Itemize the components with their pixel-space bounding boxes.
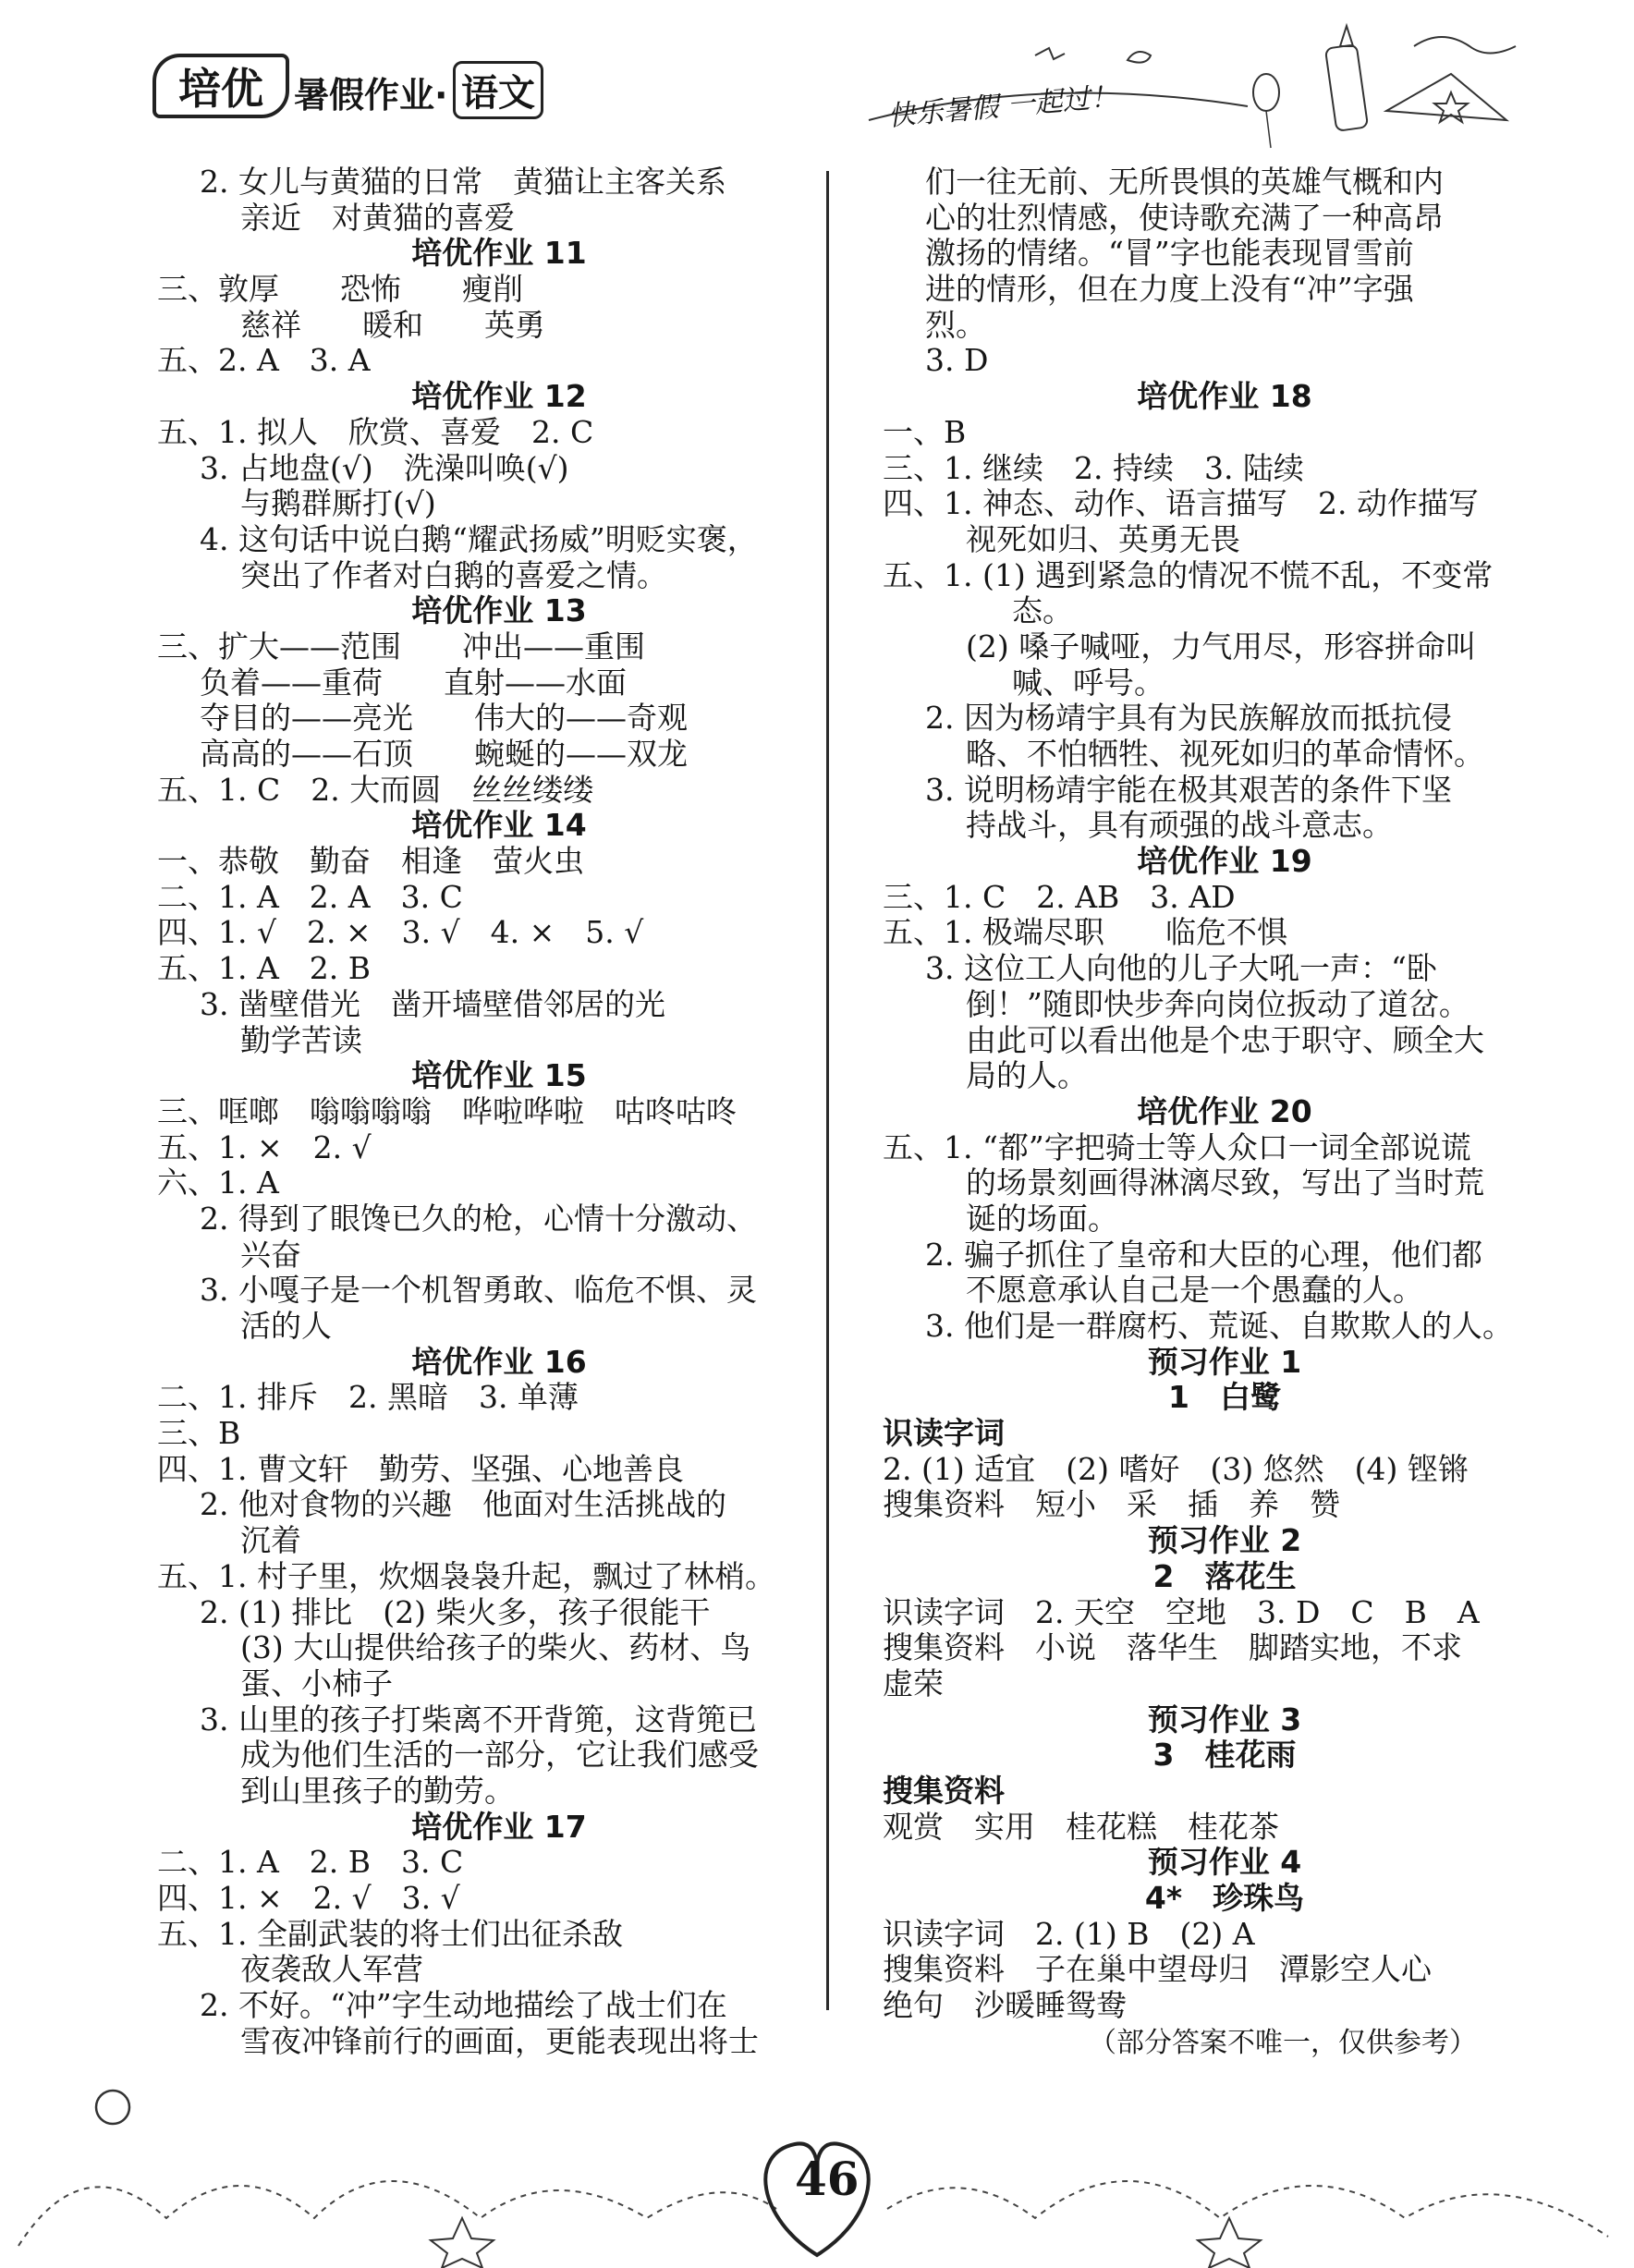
answer-line: 五、1. 村子里，炊烟袅袅升起，飘过了林梢。 [157,1557,775,1594]
answer-line: 五、1. 全副武装的将士们出征杀敌 [157,1915,623,1952]
answer-line: 局的人。 [966,1057,1088,1094]
brand-logo [152,54,289,118]
answer-line: 搜集资料 子在巢中望母归 潭影空人心 [883,1951,1432,1988]
answer-line: 持战斗，具有顽强的战斗意志。 [966,807,1393,844]
section-heading: 培优作业 16 [411,1343,587,1380]
answer-line: 2. 得到了眼馋已久的枪，心情十分激动、 [200,1200,757,1237]
answer-line: 2. 骗子抓住了皇帝和大臣的心理，他们都 [925,1236,1482,1273]
answer-line: 3. 凿壁借光 凿开墙壁借邻居的光 [200,985,665,1022]
answer-line: 活的人 [240,1308,332,1344]
answer-line: 四、1. × 2. √ 3. √ [157,1880,460,1916]
answer-line: 4. 这句话中说白鹅“耀武扬威”明贬实褒， [200,520,758,557]
answer-line: 的场景刻画得淋漓尽致，写出了当时荒 [966,1164,1484,1201]
answer-line: 五、2. A 3. A [157,342,371,379]
answer-line: 五、1. C 2. 大而圆 丝丝缕缕 [157,771,594,808]
answer-line: 进的情形，但在力度上没有“冲”字强 [925,271,1414,308]
answer-line: 由此可以看出他是个忠于职守、顾全大 [966,1021,1484,1058]
answer-line: 态。 [1012,592,1073,629]
answer-line: 略、不怕牺牲、视死如归的革命情怀。 [966,736,1484,772]
answer-line: 心的壮烈情感，使诗歌充满了一种高昂 [925,199,1444,236]
answer-line: 搜集资料 短小 采 插 养 赞 [883,1486,1340,1523]
answer-line: 二、1. A 2. B 3. C [157,1844,464,1881]
answer-line: 四、1. 曹文轩 勤劳、坚强、心地善良 [157,1450,684,1487]
subject-label: 语文 [453,61,543,119]
section-heading: 培优作业 11 [411,235,587,272]
answer-line: 五、1. × 2. √ [157,1128,372,1165]
section-heading: 培优作业 13 [411,592,587,629]
answer-line: (2) 嗓子喊哑，力气用尽，形容拼命叫 [966,628,1477,665]
answer-line: 2. 不好。“冲”字生动地描绘了战士们在 [200,1987,727,2024]
right-answer-column [883,165,1567,2024]
answer-line: 2. 女儿与黄猫的日常 黄猫让主客关系 [200,164,726,200]
answer-line: 慈祥 暖和 英勇 [240,306,545,343]
section-heading: 培优作业 12 [411,378,587,415]
answer-line: 五、1. “都”字把骑士等人众口一词全部说谎 [883,1128,1471,1165]
answer-line: 识读字词 2. 天空 空地 3. D C B A [883,1593,1480,1630]
answer-line: 四、1. 神态、动作、语言描写 2. 动作描写 [883,485,1479,522]
answer-line: 们一往无前、无所畏惧的英雄气概和内 [925,164,1444,200]
answer-line: 五、1. (1) 遇到紧急的情况不慌不乱，不变常 [883,556,1494,593]
answer-line: 诞的场面。 [966,1200,1118,1237]
header-slogan: 快乐暑假 一起过！ [886,80,1119,133]
answer-line: 3. 占地盘(√) 洗澡叫唤(√) [200,449,569,486]
answer-line: 六、1. A [157,1164,279,1201]
section-heading: 培优作业 17 [411,1808,587,1845]
answer-line: 3. 山里的孩子打柴离不开背篼，这背篼已 [200,1701,757,1738]
answer-line: 三、哐啷 嗡嗡嗡嗡 哗啦哗啦 咕咚咕咚 [157,1092,737,1129]
reference-note: （部分答案不唯一，仅供参考） [1089,2027,1477,2059]
answer-line: 到山里孩子的勤劳。 [240,1772,515,1809]
answer-line: 3. 说明杨靖宇能在极其艰苦的条件下坚 [925,771,1452,808]
answer-line: 一、恭敬 勤奋 相逢 萤火虫 [157,843,584,880]
answer-line: 三、1. 继续 2. 持续 3. 陆续 [883,449,1304,486]
answer-line: 虚荣 [883,1664,944,1701]
section-heading: 预习作业 2 [1147,1522,1302,1559]
answer-line: 高高的——石顶 蜿蜒的——双龙 [200,736,688,772]
answer-line: 蛋、小柿子 [240,1664,393,1701]
answer-line: 一、B [883,413,967,450]
section-heading: 培优作业 14 [411,807,587,844]
answer-line: 倒！”随即快步奔向岗位扳动了道岔。 [966,985,1469,1022]
answer-line: 识读字词 [883,1415,1005,1452]
answer-line: 四、1. √ 2. × 3. √ 4. × 5. √ [157,914,644,951]
answer-line: 绝句 沙暖睡鸳鸯 [883,1987,1127,2024]
section-heading: 培优作业 19 [1137,843,1312,880]
answer-line: 兴奋 [240,1236,301,1273]
section-heading: 2 落花生 [1152,1557,1297,1594]
answer-line: 与鹅群厮打(√) [240,485,436,522]
answer-line: 负着——重荷 直射——水面 [200,664,627,701]
answer-line: 2. 他对食物的兴趣 他面对生活挑战的 [200,1486,726,1523]
logo-text: 培优 [178,64,263,114]
section-heading: 3 桂花雨 [1152,1737,1297,1774]
answer-line: 五、1. 拟人 欣赏、喜爱 2. C [157,413,594,450]
left-answer-column [157,165,841,2059]
section-heading: 4* 珍珠鸟 [1144,1880,1305,1916]
answer-line: 3. 这位工人向他的儿子大吼一声：“卧 [925,950,1437,987]
answer-line: 3. 他们是一群腐朽、荒诞、自欺欺人的人。 [925,1308,1513,1344]
answer-line: 激扬的情绪。“冒”字也能表现冒雪前 [925,235,1414,272]
answer-line: 2. (1) 排比 (2) 柴火多，孩子很能干 [200,1593,711,1630]
answer-line: 三、1. C 2. AB 3. AD [883,878,1236,915]
answer-line: 3. 小嘎子是一个机智勇敢、临危不惧、灵 [200,1272,757,1309]
answer-line: 观赏 实用 桂花糕 桂花茶 [883,1808,1279,1845]
answer-line: 不愿意承认自己是一个愚蠢的人。 [966,1272,1423,1309]
section-heading: 培优作业 18 [1137,378,1312,415]
answer-line: 三、扩大——范围 冲出——重围 [157,628,645,665]
answer-line: 识读字词 2. (1) B (2) A [883,1915,1255,1952]
answer-line: 2. 因为杨靖宇具有为民族解放而抵抗侵 [925,700,1452,737]
section-heading: 培优作业 15 [411,1057,587,1094]
answer-line: 三、敦厚 恐怖 瘦削 [157,271,523,308]
answer-line: (3) 大山提供给孩子的柴火、药材、鸟 [240,1629,751,1666]
answer-line: 烈。 [925,306,986,343]
section-heading: 1 白鹭 [1168,1379,1281,1416]
answer-line: 二、1. A 2. A 3. C [157,878,463,915]
answer-line: 成为他们生活的一部分，它让我们感受 [240,1737,759,1774]
answer-line: 视死如归、英勇无畏 [966,520,1240,557]
section-heading: 预习作业 1 [1147,1343,1302,1380]
answer-line: 搜集资料 [883,1772,1005,1809]
answer-line: 勤学苦读 [240,1021,362,1058]
answer-line: 雪夜冲锋前行的画面，更能表现出将士 [240,2022,759,2059]
answer-line: 亲近 对黄猫的喜爱 [240,199,515,236]
page-header [0,0,1634,162]
answer-line: 突出了作者对白鹅的喜爱之情。 [240,556,667,593]
answer-line: 五、1. 极端尽职 临危不惧 [883,914,1287,951]
section-heading: 预习作业 3 [1147,1701,1302,1738]
page-number: 46 [795,2152,860,2206]
answer-line: 3. D [925,342,989,379]
answer-line: 夜袭敌人军营 [240,1951,423,1988]
answer-line: 三、B [157,1415,241,1452]
answer-line: 搜集资料 小说 落华生 脚踏实地，不求 [883,1629,1462,1666]
answer-line: 沉着 [240,1522,301,1559]
answer-line: 二、1. 排斥 2. 黑暗 3. 单薄 [157,1379,579,1416]
answer-line: 2. (1) 适宜 (2) 嗜好 (3) 悠然 (4) 铿锵 [883,1450,1469,1487]
answer-line: 喊、呼号。 [1012,664,1165,701]
series-title: 暑假作业· [294,75,448,116]
answer-line: 夺目的——亮光 伟大的——奇观 [200,700,688,737]
section-heading: 预习作业 4 [1147,1844,1302,1881]
section-heading: 培优作业 20 [1137,1092,1312,1129]
answer-line: 五、1. A 2. B [157,950,372,987]
